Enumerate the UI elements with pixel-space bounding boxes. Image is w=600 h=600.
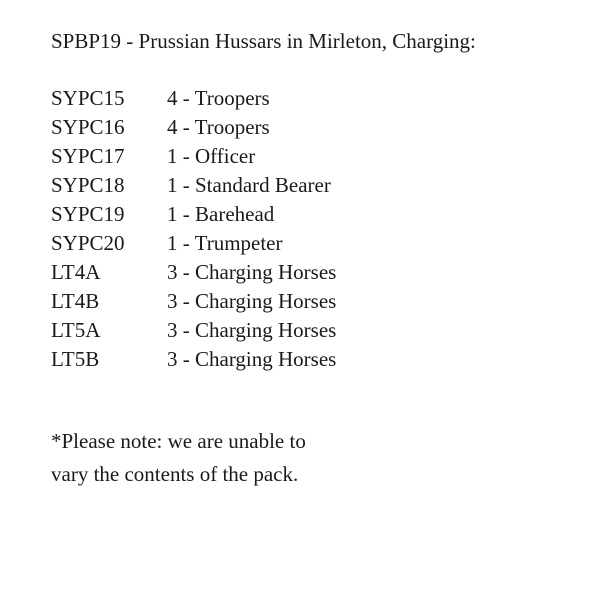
- pack-title: SPBP19 - Prussian Hussars in Mirleton, Charging:: [51, 29, 476, 53]
- list-item: [51, 171, 336, 200]
- item-code: SYPC19: [51, 202, 125, 226]
- list-item: [51, 84, 336, 113]
- item-description: 1 - Officer: [167, 144, 256, 168]
- item-description: 1 - Trumpeter: [167, 231, 283, 255]
- item-code: LT4A: [51, 260, 101, 284]
- item-description: 3 - Charging Horses: [167, 347, 337, 371]
- pack-contents-list: [51, 84, 336, 374]
- item-description: 1 - Barehead: [167, 202, 275, 226]
- item-description: 4 - Troopers: [167, 86, 270, 110]
- note-line-2: vary the contents of the pack.: [51, 462, 299, 486]
- item-code: SYPC15: [51, 86, 125, 110]
- item-code: LT4B: [51, 289, 100, 313]
- list-item: [51, 316, 336, 345]
- note-line-1: *Please note: we are unable to: [51, 429, 306, 453]
- list-item: [51, 113, 336, 142]
- item-code: LT5A: [51, 318, 101, 342]
- pack-note: [51, 425, 381, 491]
- list-item: [51, 258, 336, 287]
- item-code: SYPC20: [51, 231, 125, 255]
- list-item: [51, 229, 336, 258]
- item-code: SYPC16: [51, 115, 125, 139]
- item-code: SYPC17: [51, 144, 125, 168]
- list-item: [51, 287, 336, 316]
- item-description: 3 - Charging Horses: [167, 318, 337, 342]
- item-code: LT5B: [51, 347, 100, 371]
- item-description: 4 - Troopers: [167, 115, 270, 139]
- list-item: [51, 345, 336, 374]
- item-description: 3 - Charging Horses: [167, 260, 337, 284]
- list-item: [51, 142, 336, 171]
- list-item: [51, 200, 336, 229]
- item-code: SYPC18: [51, 173, 125, 197]
- item-description: 3 - Charging Horses: [167, 289, 337, 313]
- item-description: 1 - Standard Bearer: [167, 173, 331, 197]
